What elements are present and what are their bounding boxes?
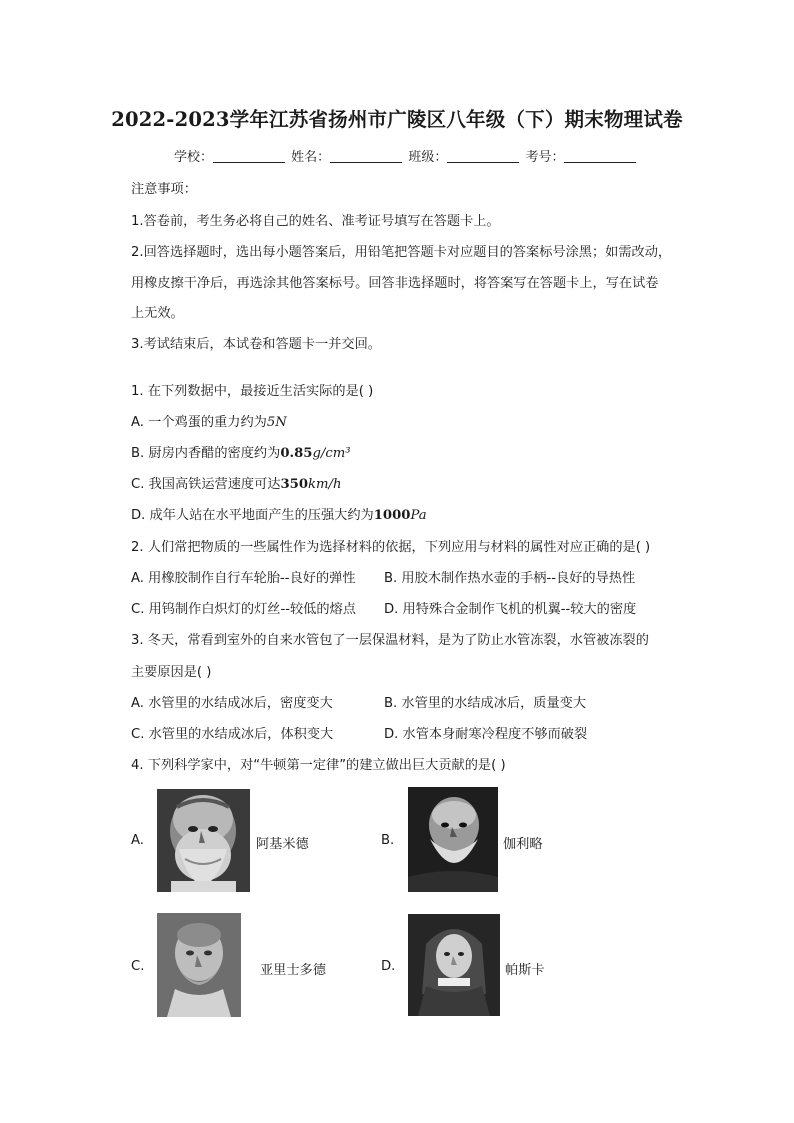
q1-a-value: 5N (266, 415, 287, 430)
aristotle-portrait (157, 913, 241, 1017)
archimedes-portrait (157, 789, 250, 892)
note-3: 3.考试结束后，本试卷和答题卡一并交回。 (131, 337, 381, 352)
q3-stem-1: 3. 冬天，常看到室外的自来水管包了一层保温材料，是为了防止水管冻裂，水管被冻裂的 (131, 633, 649, 648)
name-blank (330, 150, 402, 163)
q4-c-name: 亚里士多德 (260, 963, 326, 978)
q1-d-value: 1000 (373, 508, 411, 523)
q3-option-a: A. 水管里的水结成冰后，密度变大 (131, 696, 333, 711)
q1-b-value: 0.85 (280, 446, 313, 461)
note-2c: 上无效。 (131, 306, 184, 321)
q1-d-unit: Pa (410, 508, 427, 523)
student-info-line (174, 146, 638, 165)
pascal-portrait (408, 914, 500, 1016)
q2-option-a: A. 用橡胶制作自行车轮胎--良好的弹性 (131, 571, 356, 586)
note-2a: 2.回答选择题时，选出每小题答案后，用铅笔把答题卡对应题目的答案标号涂黑；如需改动， (131, 245, 672, 260)
q3-option-b: B. 水管里的水结成冰后，质量变大 (384, 696, 587, 711)
q1-c-text: C. 我国高铁运营速度可达 (131, 477, 281, 492)
q4-c-letter: C. (131, 959, 145, 974)
name-label: 姓名： (291, 150, 331, 165)
school-label: 学校： (174, 150, 214, 165)
page-title: 2022-2023学年江苏省扬州市广陵区八年级（下）期末物理试卷 (111, 108, 683, 131)
q1-b-unit: g/cm³ (312, 446, 351, 461)
q1-a-text: A. 一个鸡蛋的重力约为 (131, 415, 267, 430)
q4-a-name: 阿基米德 (256, 837, 309, 852)
q4-a-letter: A. (131, 833, 144, 848)
q1-b-text: B. 厨房内香醋的密度约为 (131, 446, 281, 461)
class-blank (447, 150, 519, 163)
q4-d-name: 帕斯卡 (505, 963, 545, 978)
q1-stem: 1. 在下列数据中，最接近生活实际的是( ) (131, 384, 374, 399)
q3-option-d: D. 水管本身耐寒冷程度不够而破裂 (384, 727, 588, 742)
q3-option-c: C. 水管里的水结成冰后，体积变大 (131, 727, 334, 742)
q2-option-b: B. 用胶木制作热水壶的手柄--良好的导热性 (384, 571, 636, 586)
exam-no-label: 考号： (525, 150, 565, 165)
q2-option-c: C. 用钨制作白炽灯的灯丝--较低的熔点 (131, 602, 356, 617)
q1-d-text: D. 成年人站在水平地面产生的压强大约为 (131, 508, 374, 523)
q4-b-letter: B. (381, 833, 395, 848)
q1-option-d (131, 504, 427, 523)
q2-option-d: D. 用特殊合金制作飞机的机翼--较大的密度 (384, 602, 637, 617)
q4-d-letter: D. (381, 959, 396, 974)
notes-heading: 注意事项： (131, 182, 197, 197)
q3-stem-2: 主要原因是( ) (131, 665, 212, 680)
q4-b-name: 伽利略 (503, 837, 543, 852)
note-1: 1.答卷前，考生务必将自己的姓名、准考证号填写在答题卡上。 (131, 214, 500, 229)
q1-option-a (131, 411, 287, 430)
note-2b: 用橡皮擦干净后，再选涂其他答案标号。回答非选择题时，将答案写在答题卡上，写在试卷 (131, 276, 659, 291)
class-label: 班级： (408, 150, 448, 165)
q1-c-value: 350 (280, 477, 308, 492)
school-blank (213, 150, 285, 163)
q1-option-c (131, 473, 341, 492)
q1-c-unit: km/h (308, 477, 342, 492)
galileo-portrait (408, 787, 498, 892)
q1-option-b (131, 442, 351, 461)
q2-stem: 2. 人们常把物质的一些属性作为选择材料的依据，下列应用与材料的属性对应正确的是( ) (131, 540, 651, 555)
exam-no-blank (564, 150, 636, 163)
q4-stem: 4. 下列科学家中，对“牛顿第一定律”的建立做出巨大贡献的是( ) (131, 758, 506, 773)
